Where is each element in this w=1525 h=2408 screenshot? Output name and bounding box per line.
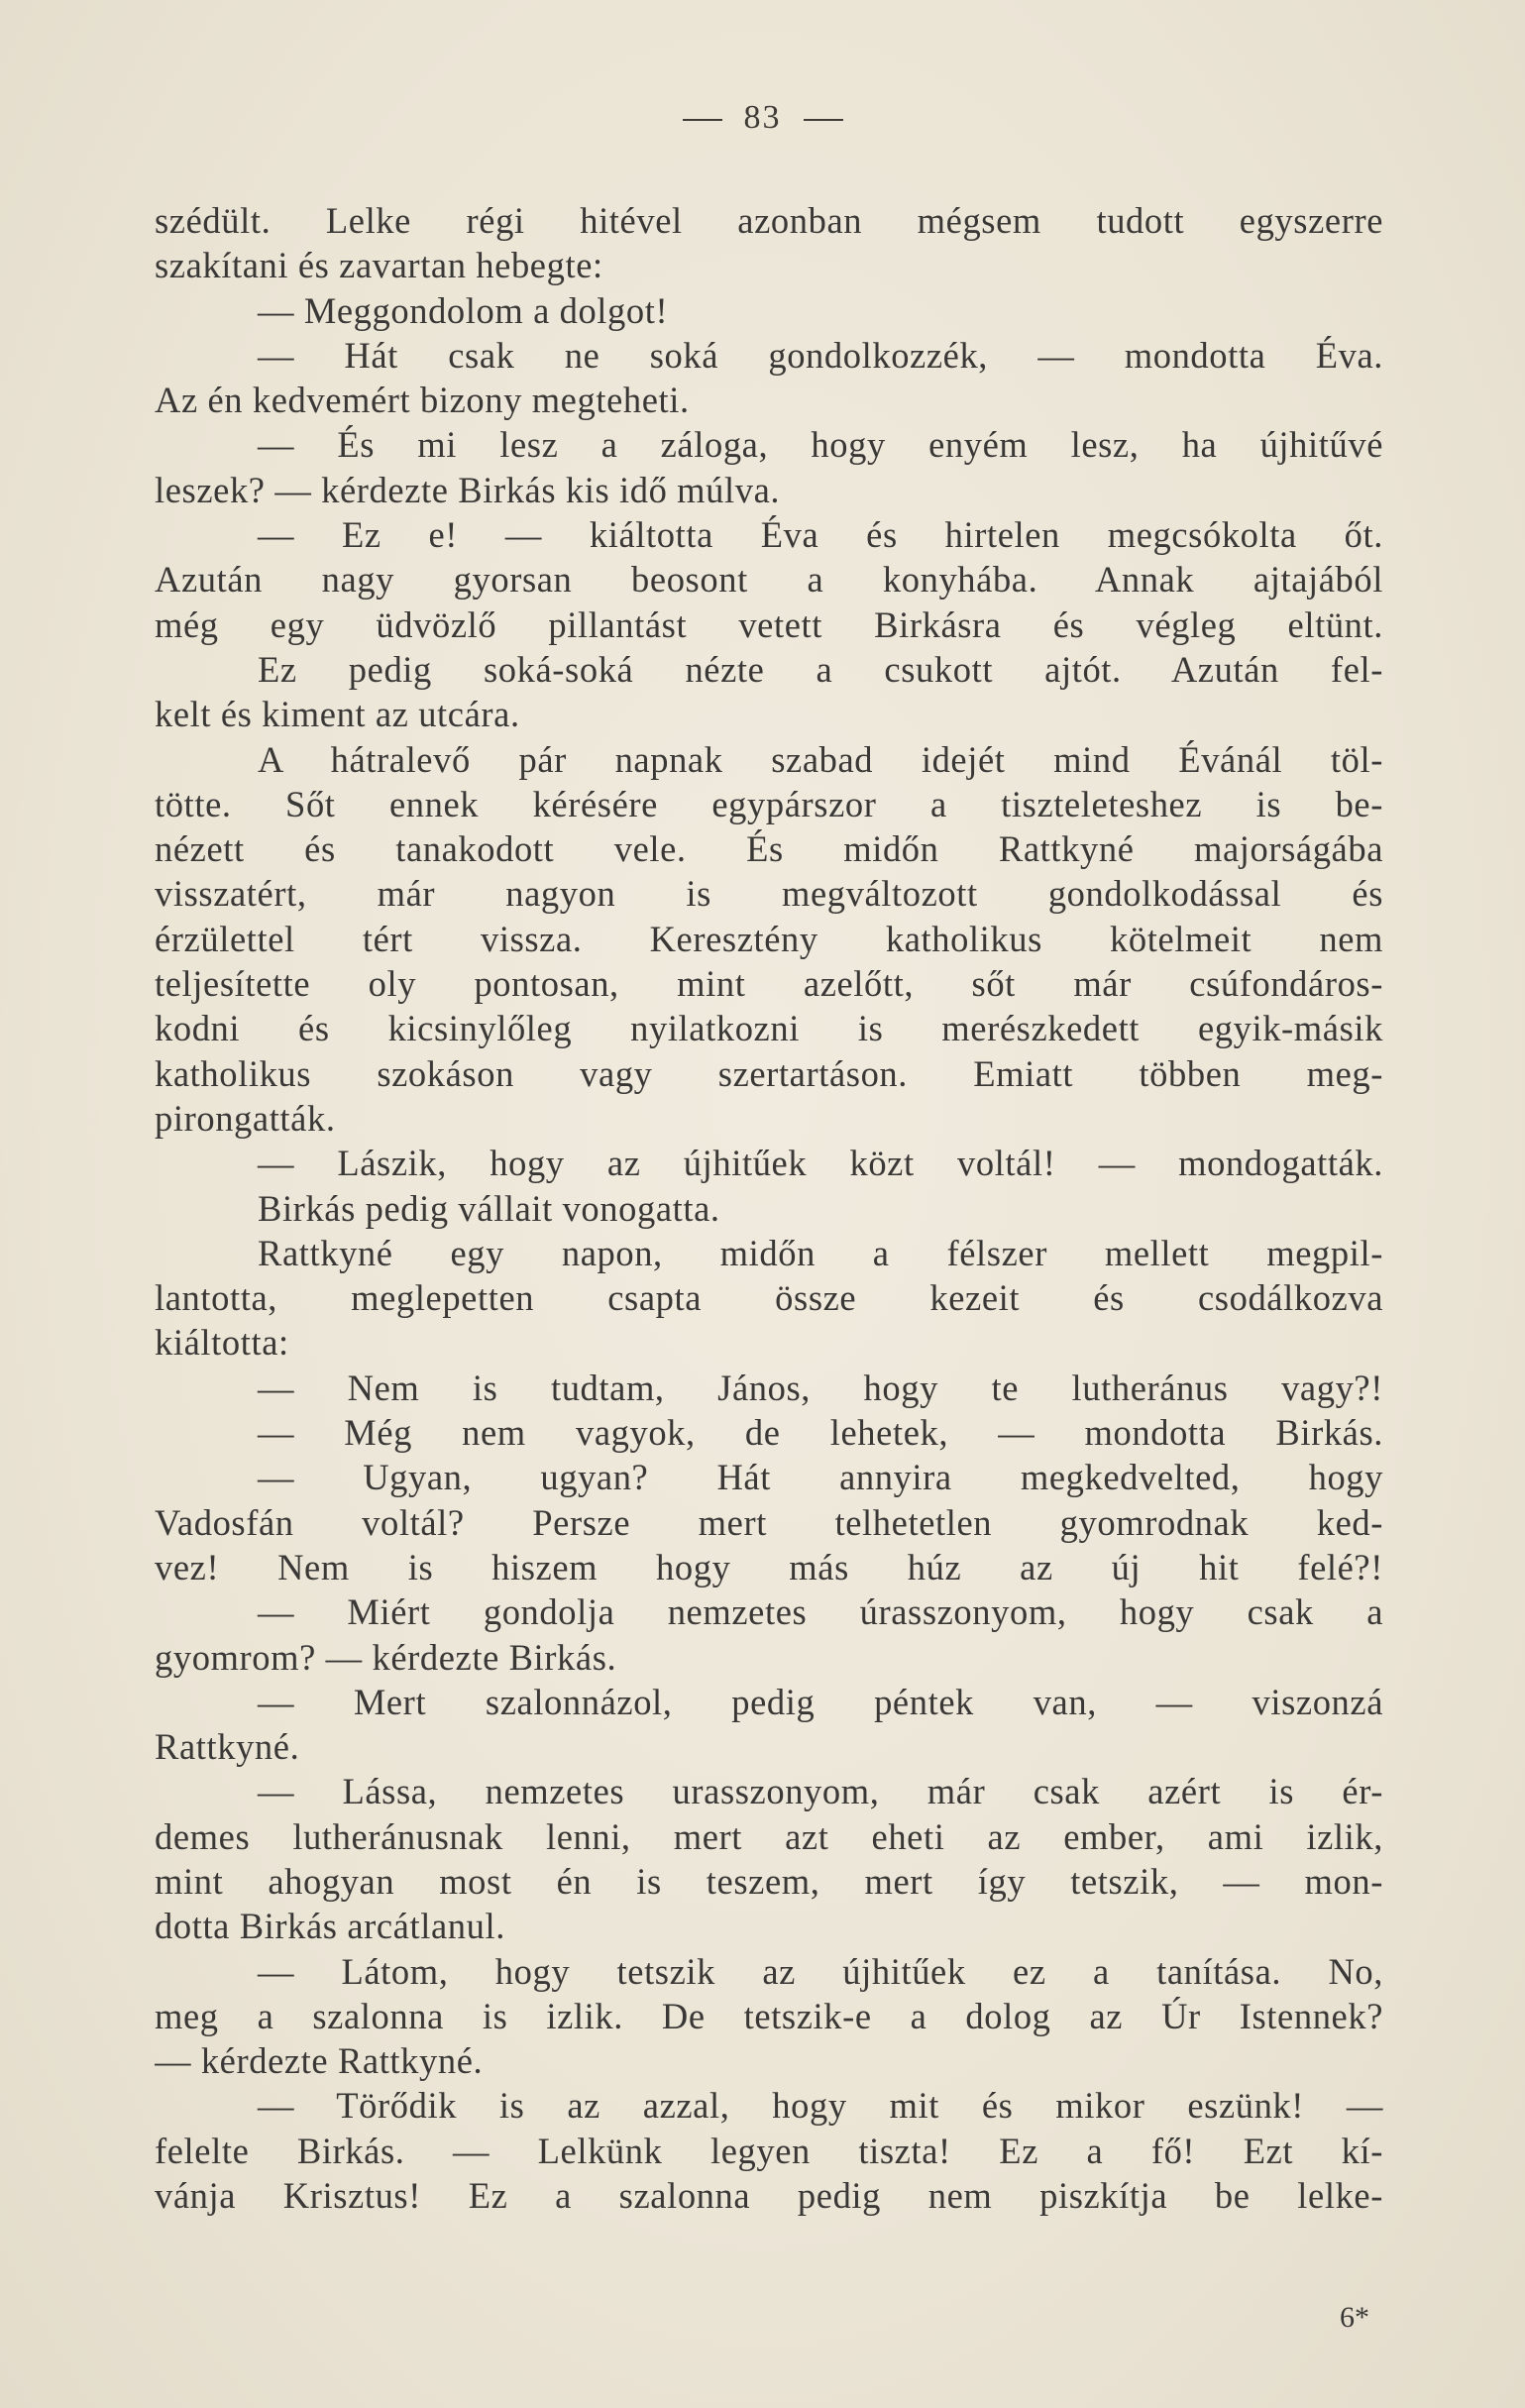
text-line: dotta Birkás arcátlanul. [155, 1906, 505, 1947]
page-number-left-dash [683, 119, 722, 121]
text-line: meg a szalonna is izlik. De tetszik-e a dolog az Úr Istennek? [155, 1995, 1383, 2036]
text-line: felelte Birkás. — Lelkünk legyen tiszta! Ez a fő! Ezt kí- [155, 2130, 1383, 2171]
text-line: szakítani és zavartan hebegte: [155, 245, 603, 286]
text-line: gyomrom? — kérdezte Birkás. [155, 1636, 617, 1678]
text-line: — Miért gondolja nemzetes úrasszonyom, hogy csak a [258, 1591, 1383, 1633]
text-line: — Lássa, nemzetes urasszonyom, már csak azért is ér- [258, 1771, 1383, 1812]
text-line: mint ahogyan most én is teszem, mert így tetszik, — mon- [155, 1860, 1383, 1902]
text-line: — És mi lesz a záloga, hogy enyém lesz, ha újhitűvé [258, 424, 1383, 466]
text-line: Az én kedvemért bizony megteheti. [155, 380, 690, 421]
text-line: — Ez e! — kiáltotta Éva és hirtelen megcsókolta őt. [258, 514, 1383, 556]
text-line: — Még nem vagyok, de lehetek, — mondotta Birkás. [258, 1412, 1383, 1454]
body-text [155, 198, 1383, 2218]
text-line: vez! Nem is hiszem hogy más húz az új hit felé?! [155, 1546, 1383, 1587]
text-line: A hátralevő pár napnak szabad idejét mind Évánál töl- [258, 738, 1383, 780]
text-line: demes lutheránusnak lenni, mert azt eheti az ember, ami izlik, [155, 1815, 1383, 1857]
page-number [0, 99, 1525, 137]
text-line: pirongatták. [155, 1097, 336, 1139]
text-line: Ez pedig soká-soká nézte a csukott ajtót. Azután fel- [258, 648, 1383, 690]
text-line: kiáltotta: [155, 1322, 289, 1364]
page-number-right-dash [804, 119, 843, 121]
text-line: — Meggondolom a dolgot! [258, 289, 669, 331]
text-line: — Hát csak ne soká gondolkozzék, — mondotta Éva. [258, 334, 1383, 376]
text-line: — Nem is tudtam, János, hogy te lutheránus vagy?! [258, 1367, 1383, 1408]
text-line: — Mert szalonnázol, pedig péntek van, — viszonzá [258, 1681, 1383, 1722]
text-line: Rattkyné egy napon, midőn a félszer mellett megpil- [258, 1232, 1383, 1273]
text-line: kelt és kiment az utcára. [155, 694, 520, 735]
text-line: még egy üdvözlő pillantást vetett Birkásra és végleg eltünt. [155, 603, 1383, 645]
text-line: — Lászik, hogy az újhitűek közt voltál! — mondogatták. [258, 1143, 1383, 1184]
text-line: érzülettel tért vissza. Keresztény katholikus kötelmeit nem [155, 918, 1383, 959]
page-number-value: 83 [743, 99, 782, 136]
text-line: Birkás pedig vállait vonogatta. [258, 1187, 720, 1229]
text-line: — Törődik is az azzal, hogy mit és mikor eszünk! — [258, 2085, 1383, 2127]
text-line: katholikus szokáson vagy szertartáson. Emiatt többen meg- [155, 1052, 1383, 1094]
text-line: szédült. Lelke régi hitével azonban mégsem tudott egyszerre [155, 200, 1383, 241]
text-line: — Látom, hogy tetszik az újhitűek ez a tanítása. No, [258, 1950, 1383, 1992]
text-line: visszatért, már nagyon is megváltozott gondolkodással és [155, 873, 1383, 915]
text-line: teljesítette oly pontosan, mint azelőtt, sőt már csúfondáros- [155, 963, 1383, 1005]
signature-mark: 6* [1340, 2301, 1369, 2334]
text-line: — Ugyan, ugyan? Hát annyira megkedvelted, hogy [258, 1457, 1383, 1498]
text-line: Rattkyné. [155, 1726, 300, 1768]
text-line: vánja Krisztus! Ez a szalonna pedig nem piszkítja be lelke- [155, 2175, 1383, 2217]
text-line: nézett és tanakodott vele. És midőn Rattkyné majorságába [155, 828, 1383, 870]
text-line: Vadosfán voltál? Persze mert telhetetlen gyomrodnak ked- [155, 1501, 1383, 1543]
text-line: kodni és kicsinylőleg nyilatkozni is merészkedett egyik-másik [155, 1008, 1383, 1049]
text-line: — kérdezte Rattkyné. [155, 2040, 484, 2082]
text-line: lantotta, meglepetten csapta össze kezeit és csodálkozva [155, 1277, 1383, 1319]
text-line: Azután nagy gyorsan beosont a konyhába. Annak ajtajából [155, 559, 1383, 601]
text-line: tötte. Sőt ennek kérésére egypárszor a tiszteleteshez is be- [155, 783, 1383, 824]
text-line: leszek? — kérdezte Birkás kis idő múlva. [155, 469, 781, 510]
